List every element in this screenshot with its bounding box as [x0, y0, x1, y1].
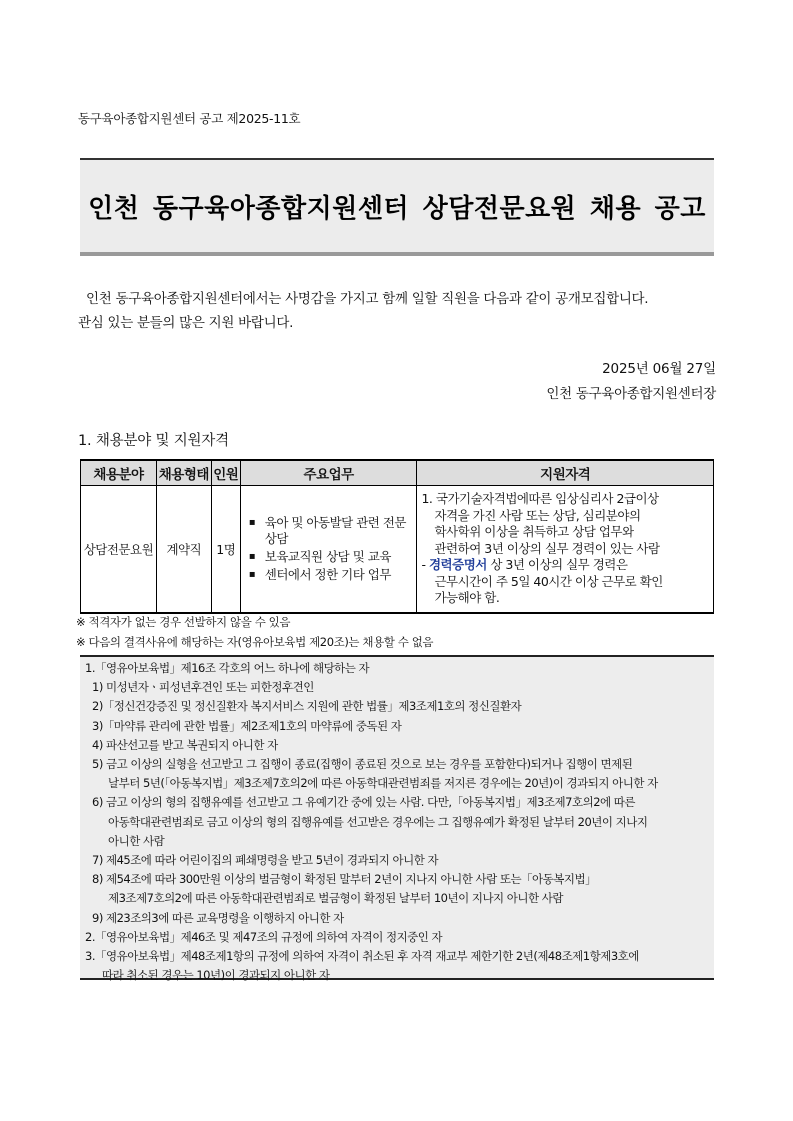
disq-subitem-cont: 날부터 5년(「아동복지법」제3조제7호의2에 따른 아동학대관련범죄를 저지른 경우에는 20년)이 경과되지 아니한 자: [108, 776, 658, 791]
disq-subitem: 2)「정신건강증진 및 정신질환자 복지서비스 지원에 관한 법률」제3조제1호의 정신질환자: [92, 699, 522, 714]
header-duties: 주요업무: [240, 460, 417, 486]
disq-subitem-cont: 제3조제7호의2에 따른 아동학대관련범죄로 벌금형이 확정된 날부터 10년이 지나지 아니한 사람: [108, 891, 564, 906]
disq-subitem-cont: 아동학대관련범죄로 금고 이상의 형의 집행유예를 선고받은 경우에는 그 집행유예가 확정된 날부터 20년이 지나지: [108, 814, 648, 829]
disq-subitem: 1) 미성년자ㆍ피성년후견인 또는 피한정후견인: [92, 680, 314, 695]
qual-2-dash: -: [421, 557, 429, 573]
duties-list: [241, 515, 417, 583]
cell-field: 상담전문요원: [81, 486, 157, 614]
table-row: [81, 486, 714, 614]
disqualification-box: [80, 655, 714, 983]
disq-item-3: 3.「영유아보육법」제48조제1항의 규정에 의하여 자격이 취소된 후 자격 재교부 제한기한 2년(제48조제1항제3호에: [85, 949, 639, 964]
table-header-row: [81, 460, 714, 486]
disq-subitem: 6) 금고 이상의 형의 집행유예를 선고받고 그 유예기간 중에 있는 사람. 다만,「아동복지법」제3조제7호의2에 따른: [92, 795, 636, 810]
duty-item: ▪ 육아 및 아동발달 관련 전문 상담: [247, 515, 413, 547]
disq-subitem: 5) 금고 이상의 실형을 선고받고 그 집행이 종료(집행이 종료된 것으로 보는 경우를 포함한다)되거나 집행이 면제된: [92, 757, 633, 772]
disq-subitem: 4) 파산선고를 받고 복권되지 아니한 자: [92, 737, 278, 752]
qual-1-line-4: 관련하여 3년 이상의 실무 경력이 있는 사람: [434, 540, 660, 556]
qual-1-line-2: 자격을 가진 사람 또는 상담, 심리분야의: [434, 507, 641, 523]
disq-item-1: 1.「영유아보육법」제16조 각호의 어느 하나에 해당하는 자: [85, 661, 370, 675]
announcement-date: 2025년 06월 27일: [602, 361, 716, 377]
header-field: 채용분야: [81, 460, 157, 486]
disq-subitem: 3)「마약류 관리에 관한 법률」제2조제1호의 마약류에 중독된 자: [92, 718, 402, 733]
career-certificate-highlight: 경력증명서: [428, 557, 487, 573]
disq-subitem: 9) 제23조의3에 따른 교육명령을 이행하지 아니한 자: [92, 910, 344, 925]
title-banner: [80, 158, 714, 256]
intro-line-2: 관심 있는 분들의 많은 지원 바랍니다.: [78, 315, 294, 331]
qual-2-line-1: [421, 557, 709, 574]
qualifications-text: [417, 489, 713, 609]
header-type: 채용형태: [156, 460, 211, 486]
disq-subitem-cont: 아니한 사람: [108, 833, 165, 848]
header-count: 인원: [211, 460, 240, 486]
document-number: 동구육아종합지원센터 공고 제2025-11호: [78, 111, 301, 126]
recruitment-table: [80, 459, 714, 614]
intro-paragraph: [78, 287, 720, 335]
note-disqualification: ※ 다음의 결격사유에 해당하는 자(영유아보육법 제20조)는 채용할 수 없음: [76, 635, 434, 649]
qual-1-line-3: 학사학위 이상을 취득하고 상담 업무와: [434, 524, 634, 540]
disq-subitem: 8) 제54조에 따라 300만원 이상의 벌금형이 확정된 말부터 2년이 지나지 아니한 사람 또는「아동복지법」: [92, 872, 597, 887]
cell-count: 1명: [211, 486, 240, 614]
qual-2-line-2: 근무시간이 주 5일 40시간 이상 근무로 확인: [434, 573, 663, 589]
duty-item: ▪ 센터에서 정한 기타 업무: [247, 567, 413, 583]
qual-1-line-1: 1. 국가기술자격법에따른 임상심리사 2급이상: [421, 491, 659, 507]
disq-item-3-cont: 따라 취소된 경우는 10년)이 경과되지 아니한 자: [102, 968, 330, 983]
disq-item-2: 2.「영유아보육법」제46조 및 제47조의 규정에 의하여 자격이 정지중인 자: [85, 929, 443, 944]
intro-line-1: 인천 동구육아종합지원센터에서는 사명감을 가지고 함께 일할 직원을 다음과 같이 공개모집합니다.: [86, 291, 649, 307]
qual-2-rest: 상 3년 이상의 실무 경력은: [486, 557, 628, 573]
page-title: 인천 동구육아종합지원센터 상담전문요원 채용 공고: [88, 193, 706, 224]
header-qualifications: 지원자격: [417, 460, 714, 486]
disq-subitem: 7) 제45조에 따라 어린이집의 폐쇄명령을 받고 5년이 경과되지 아니한 자: [92, 853, 439, 868]
qual-2-line-3: 가능해야 함.: [434, 590, 500, 606]
note-no-qualified: ※ 적격자가 없는 경우 선발하지 않을 수 있음: [76, 615, 291, 629]
cell-qualifications: [417, 486, 714, 614]
cell-duties: [240, 486, 417, 614]
issuer-name: 인천 동구육아종합지원센터장: [546, 386, 716, 402]
duty-item: ▪ 보육교직원 상담 및 교육: [247, 549, 413, 565]
cell-type: 계약직: [156, 486, 211, 614]
section-1-heading: 1. 채용분야 및 지원자격: [78, 433, 229, 449]
